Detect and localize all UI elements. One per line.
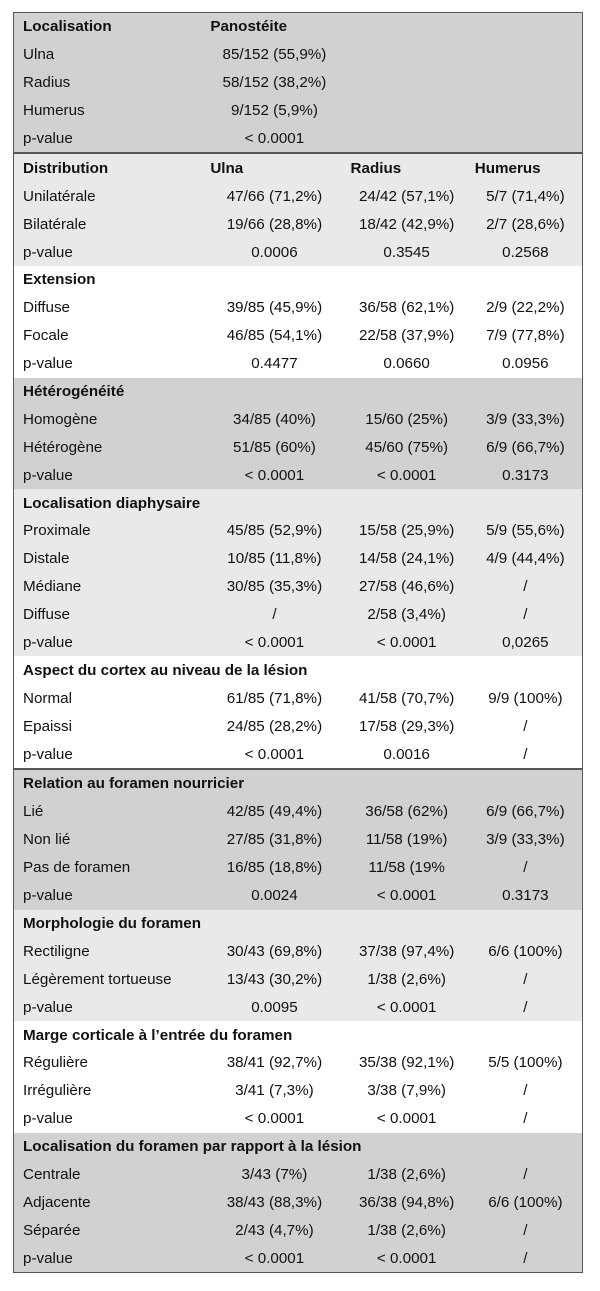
cell-value: / — [523, 1110, 528, 1128]
section-distribution — [14, 153, 582, 266]
table-row — [14, 1105, 582, 1133]
section-morphologie-foramen — [14, 910, 582, 1022]
cell-value: 1/38 (2,6%) — [367, 1221, 446, 1239]
section-localisation — [14, 13, 582, 153]
cell-value: 3/9 (33,3%) — [486, 410, 565, 428]
table-row — [14, 210, 582, 238]
row-label: Hétérogène — [23, 438, 103, 456]
section-header — [14, 1133, 582, 1161]
section-heterogeneite — [14, 378, 582, 490]
row-label: Lié — [23, 803, 44, 821]
cell-value: 2/7 (28,6%) — [486, 215, 565, 233]
table-row — [14, 405, 582, 433]
section-header — [14, 769, 582, 798]
cell-value: 2/9 (22,2%) — [486, 299, 565, 317]
row-label: Régulière — [23, 1054, 89, 1072]
cell-value: 61/85 (71,8%) — [226, 689, 323, 707]
row-label: Rectiligne — [23, 942, 90, 960]
row-label: Diffuse — [23, 299, 70, 317]
table-row — [14, 517, 582, 545]
cell-value: < 0.0001 — [244, 130, 305, 147]
table-row — [14, 1161, 582, 1189]
cell-value: 46/85 (54,1%) — [226, 327, 323, 345]
section-header — [14, 13, 582, 41]
row-label: p-value — [23, 634, 73, 652]
cell-value: 58/152 (38,2%) — [222, 74, 327, 92]
cell-value: 45/60 (75%) — [365, 438, 449, 456]
table-row — [14, 798, 582, 826]
table-row — [14, 97, 582, 125]
cell-value: < 0.0001 — [376, 634, 437, 652]
section-marge-corticale — [14, 1021, 582, 1133]
cell-value: 51/85 (60%) — [233, 438, 316, 456]
table-row — [14, 322, 582, 350]
section-header — [14, 656, 582, 684]
cell-value: 2/58 (3,4%) — [367, 606, 446, 624]
row-label: Distale — [23, 550, 70, 568]
section-title: Marge corticale à l’entrée du foramen — [23, 1026, 293, 1044]
row-label: p-value — [23, 1249, 73, 1267]
section-title: Extension — [23, 271, 96, 289]
cell-value: 34/85 (40%) — [233, 410, 316, 428]
cell-value: < 0.0001 — [244, 745, 305, 763]
table-row — [14, 854, 582, 882]
section-localisation-foramen — [14, 1133, 582, 1272]
section-relation-foramen — [14, 769, 582, 909]
cell-value: 18/42 (42,9%) — [358, 215, 455, 233]
cell-value: 0.2568 — [502, 243, 549, 261]
cell-value: 9/152 (5,9%) — [230, 102, 318, 120]
row-label: Légèrement tortueuse — [23, 970, 172, 988]
cell-value: 17/58 (29,3%) — [358, 717, 455, 735]
row-label: Adjacente — [23, 1193, 91, 1211]
cell-value: 1/38 (2,6%) — [367, 1165, 446, 1183]
cell-value: 24/85 (28,2%) — [226, 717, 323, 735]
table-row — [14, 740, 582, 769]
cell-value: 15/58 (25,9%) — [358, 522, 455, 540]
column-header-ulna: Ulna — [204, 153, 344, 182]
row-label: p-value — [23, 1110, 73, 1128]
section-extension — [14, 266, 582, 378]
cell-value: 30/43 (69,8%) — [226, 942, 323, 960]
cell-value: 0.0660 — [383, 355, 430, 373]
cell-value: 3/43 (7%) — [241, 1165, 308, 1183]
table-row — [14, 1077, 582, 1105]
cell-value: 38/43 (88,3%) — [226, 1193, 323, 1211]
table-row — [14, 573, 582, 601]
section-title: Aspect du cortex au niveau de la lésion — [23, 661, 308, 679]
cell-value: 0.0095 — [251, 998, 298, 1016]
row-label: Pas de foramen — [23, 859, 131, 877]
table-row — [14, 41, 582, 69]
table-row — [14, 826, 582, 854]
cell-value: / — [272, 606, 277, 624]
cell-value: 47/66 (71,2%) — [226, 187, 323, 205]
cell-value: 4/9 (44,4%) — [486, 550, 565, 568]
cell-value: 36/58 (62,1%) — [358, 299, 455, 317]
section-header — [14, 489, 582, 517]
cell-value: 0.3545 — [383, 243, 430, 261]
table-row — [14, 69, 582, 97]
cell-value: 39/85 (45,9%) — [226, 299, 323, 317]
row-label: p-value — [23, 466, 73, 484]
cell-value: < 0.0001 — [376, 1249, 437, 1267]
cell-value: < 0.0001 — [244, 634, 305, 652]
cell-value: 38/41 (92,7%) — [226, 1054, 323, 1072]
section-header — [14, 378, 582, 406]
section-title: Localisation — [23, 18, 112, 36]
section-title: Distribution — [14, 153, 204, 182]
section-title: Hétérogénéité — [23, 383, 125, 401]
cell-value: 35/38 (92,1%) — [358, 1054, 455, 1072]
cell-value: < 0.0001 — [376, 466, 437, 484]
table-row — [14, 937, 582, 965]
cell-value: 41/58 (70,7%) — [358, 689, 455, 707]
table-row — [14, 294, 582, 322]
row-label: Centrale — [23, 1165, 81, 1183]
cell-value: 9/9 (100%) — [488, 689, 563, 707]
cell-value: / — [523, 1082, 528, 1100]
row-label: Epaissi — [23, 717, 72, 735]
cell-value: 30/85 (35,3%) — [226, 578, 323, 596]
cell-value: 0.0956 — [502, 355, 549, 373]
cell-value: < 0.0001 — [244, 1110, 305, 1128]
cell-value: 0.3173 — [502, 887, 549, 905]
table-row — [14, 993, 582, 1021]
row-label: p-value — [23, 243, 73, 261]
cell-value: 2/43 (4,7%) — [235, 1221, 314, 1239]
section-title: Morphologie du foramen — [23, 914, 202, 932]
table-row — [14, 601, 582, 629]
cell-value: 5/9 (55,6%) — [486, 522, 565, 540]
cell-value: 0.0024 — [251, 887, 298, 905]
row-label: Non lié — [23, 831, 71, 849]
table-row — [14, 238, 582, 266]
table-row — [14, 1216, 582, 1244]
table-row — [14, 461, 582, 489]
column-header-radius: Radius — [345, 153, 469, 182]
cell-value: 0.0016 — [383, 745, 430, 763]
column-header: Panostéite — [210, 18, 288, 36]
cell-value: 0.0006 — [251, 243, 298, 261]
cell-value: 6/9 (66,7%) — [486, 803, 565, 821]
row-label: Humerus — [23, 102, 85, 120]
cell-value: 36/38 (94,8%) — [358, 1193, 455, 1211]
cell-value: 27/58 (46,6%) — [358, 578, 455, 596]
section-aspect-cortex — [14, 656, 582, 769]
row-label: p-value — [23, 355, 73, 373]
cell-value: < 0.0001 — [376, 998, 437, 1016]
row-label: Séparée — [23, 1221, 81, 1239]
results-table — [13, 12, 583, 1273]
table-row — [14, 433, 582, 461]
row-label: Unilatérale — [23, 187, 96, 205]
cell-value: 3/9 (33,3%) — [486, 831, 565, 849]
cell-value: / — [523, 606, 528, 624]
cell-value: 6/9 (66,7%) — [486, 438, 565, 456]
row-label: p-value — [23, 998, 73, 1016]
table-row — [14, 1244, 582, 1272]
cell-value: 22/58 (37,9%) — [358, 327, 455, 345]
row-label: Diffuse — [23, 606, 70, 624]
cell-value: 10/85 (11,8%) — [227, 550, 322, 568]
cell-value: 42/85 (49,4%) — [226, 803, 323, 821]
cell-value: / — [523, 1249, 528, 1267]
table-row — [14, 629, 582, 657]
cell-value: / — [523, 1221, 528, 1239]
cell-value: 13/43 (30,2%) — [226, 970, 323, 988]
section-header — [14, 153, 582, 182]
row-label: Focale — [23, 327, 69, 345]
cell-value: 16/85 (18,8%) — [226, 859, 323, 877]
row-label: Normal — [23, 689, 72, 707]
cell-value: 11/58 (19%) — [365, 831, 448, 849]
table-row — [14, 1049, 582, 1077]
column-header-humerus: Humerus — [469, 153, 582, 182]
data-table — [14, 13, 582, 1272]
cell-value: 15/60 (25%) — [365, 410, 449, 428]
cell-value: 5/7 (71,4%) — [486, 187, 565, 205]
cell-value: / — [523, 1165, 528, 1183]
cell-value: < 0.0001 — [376, 887, 437, 905]
cell-value: 6/6 (100%) — [488, 1193, 563, 1211]
section-header — [14, 1021, 582, 1049]
cell-value: 1/38 (2,6%) — [367, 970, 446, 988]
row-label: p-value — [23, 745, 73, 763]
table-row — [14, 182, 582, 210]
section-title: Relation au foramen nourricier — [14, 769, 582, 798]
section-title: Localisation du foramen par rapport à la lésion — [23, 1138, 362, 1156]
cell-value: < 0.0001 — [376, 1110, 437, 1128]
cell-value: / — [523, 578, 528, 596]
cell-value: / — [523, 998, 528, 1016]
cell-value: 7/9 (77,8%) — [486, 327, 565, 345]
cell-value: 3/38 (7,9%) — [367, 1082, 446, 1100]
cell-value: 3/41 (7,3%) — [235, 1082, 314, 1100]
cell-value: 36/58 (62%) — [365, 803, 449, 821]
section-localisation-diaphysaire — [14, 489, 582, 656]
table-row — [14, 350, 582, 378]
cell-value: 19/66 (28,8%) — [226, 215, 323, 233]
cell-value: / — [523, 859, 528, 877]
table-row — [14, 1188, 582, 1216]
row-label: Médiane — [23, 578, 82, 596]
row-label: p-value — [23, 130, 73, 147]
cell-value: < 0.0001 — [244, 466, 305, 484]
cell-value: 27/85 (31,8%) — [226, 831, 323, 849]
section-header — [14, 910, 582, 938]
table-row — [14, 965, 582, 993]
table-row — [14, 125, 582, 154]
cell-value: 6/6 (100%) — [488, 942, 563, 960]
cell-value: 37/38 (97,4%) — [358, 942, 455, 960]
cell-value: 0.3173 — [502, 466, 549, 484]
cell-value: 5/5 (100%) — [488, 1054, 563, 1072]
cell-value: < 0.0001 — [244, 1249, 305, 1267]
cell-value: 11/58 (19% — [368, 859, 445, 877]
cell-value: 0.4477 — [251, 355, 298, 373]
cell-value: 45/85 (52,9%) — [226, 522, 323, 540]
cell-value: 85/152 (55,9%) — [222, 46, 327, 64]
cell-value: 24/42 (57,1%) — [358, 187, 455, 205]
table-row — [14, 712, 582, 740]
cell-value: / — [523, 970, 528, 988]
table-row — [14, 684, 582, 712]
table-row — [14, 882, 582, 910]
cell-value: 14/58 (24,1%) — [358, 550, 455, 568]
cell-value: 0,0265 — [502, 634, 549, 652]
cell-value: / — [523, 717, 528, 735]
cell-value: / — [523, 745, 528, 763]
row-label: p-value — [23, 887, 73, 905]
section-header — [14, 266, 582, 294]
row-label: Irrégulière — [23, 1082, 92, 1100]
row-label: Homogène — [23, 410, 98, 428]
row-label: Bilatérale — [23, 215, 87, 233]
row-label: Radius — [23, 74, 71, 92]
row-label: Ulna — [23, 46, 55, 64]
section-title: Localisation diaphysaire — [23, 494, 201, 512]
table-row — [14, 545, 582, 573]
row-label: Proximale — [23, 522, 91, 540]
